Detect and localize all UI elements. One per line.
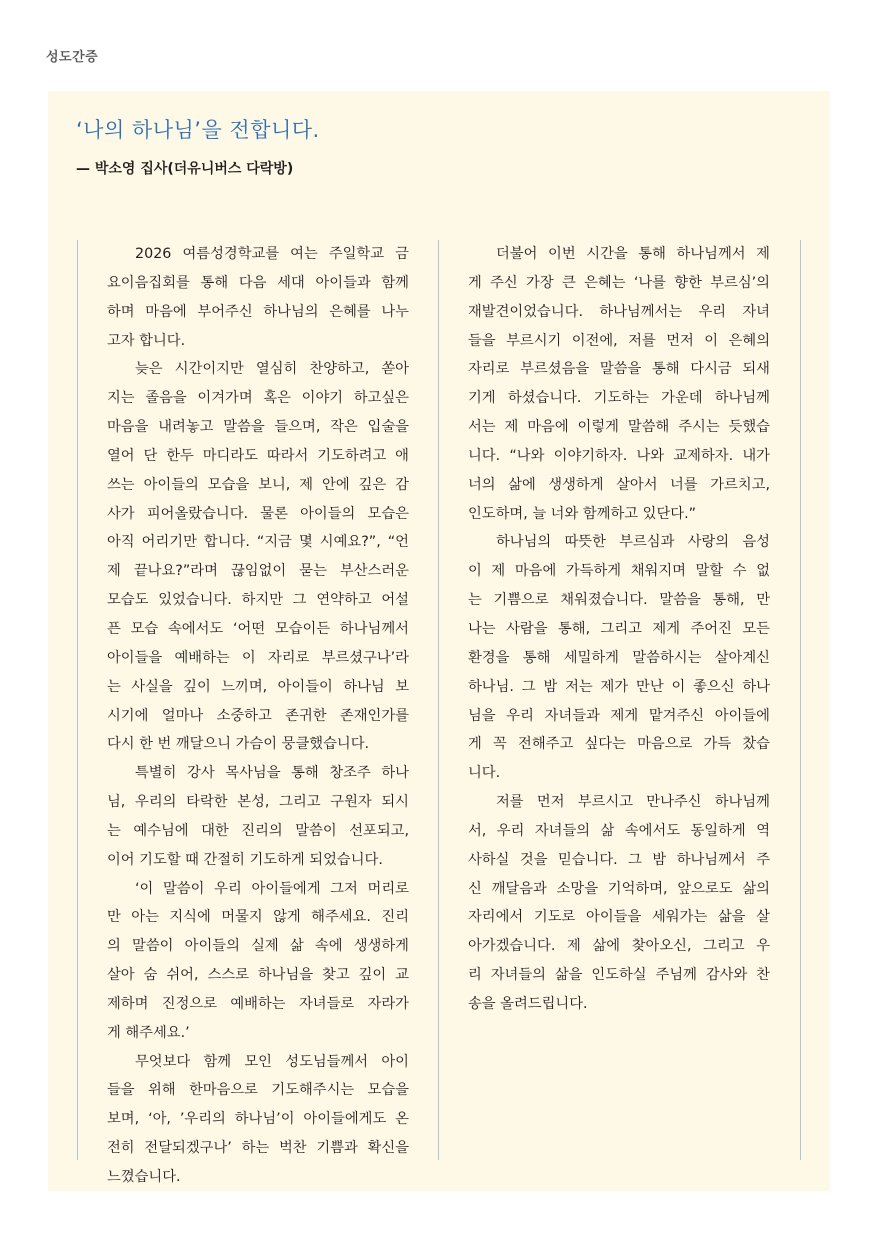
text-line: 시기에 얼마나 소중하고 존귀한 존재인가를 [107,707,409,724]
text-line: 니다. [468,765,501,782]
text-line: 서, 우리 자녀들의 삶 속에서도 동일하게 역 [468,822,770,839]
text-line: 기게 하셨습니다. 기도하는 가운데 하나님께 [468,390,770,407]
text-line: 지는 졸음을 이겨가며 혹은 이야기 하고싶은 [107,390,409,407]
text-line: 쓰는 아이들의 모습을 보니, 제 안에 깊은 감 [107,476,409,493]
text-line: 하나님의 따뜻한 부르심과 사랑의 음성 [496,534,770,551]
text-line: 아직 어리기만 합니다. “지금 몇 시예요?”, “언 [107,534,409,551]
text-line: 마음을 내려놓고 말씀을 들으며, 작은 입술을 [107,419,409,436]
text-line: 하나님. 그 밤 저는 제가 만난 이 좋으신 하나 [468,678,770,695]
text-line: 사하실 것을 믿습니다. 그 밤 하나님께서 주 [468,851,770,868]
text-line: 들을 위해 한마음으로 기도해주시는 모습을 [107,1082,409,1099]
text-line: 이어 기도할 때 간절히 기도하게 되었습니다. [107,851,383,868]
text-line: 열어 단 한두 마디라도 따라서 기도하려고 애 [107,447,409,464]
text-line: 의 말씀이 아이들의 실제 삶 속에 생생하게 [107,938,409,955]
right-text-column [438,240,801,1160]
text-line: 게 꼭 전해주고 싶다는 마음으로 가득 찼습 [468,736,770,753]
text-line: 제 끝나요?”라며 끊임없이 묻는 부산스러운 [107,563,409,580]
text-line: 살아 숨 쉬어, 스스로 하나님을 찾고 깊이 교 [107,967,409,984]
text-line: 사가 피어올랐습니다. 물론 아이들의 모습은 [107,505,409,522]
text-line: 만 아는 지식에 머물지 않게 해주세요. 진리 [107,909,409,926]
text-line: 너의 삶에 생생하게 살아서 너를 가르치고, [468,476,770,493]
text-line: 전히 전달되겠구나’ 하는 벅찬 기쁨과 확신을 [107,1140,409,1157]
text-line: 니다. “나와 이야기하자. 나와 교제하자. 내가 [468,447,770,464]
text-line: 게 해주세요.’ [107,1024,190,1041]
text-line: 는 예수님에 대한 진리의 말씀이 선포되고, [107,822,409,839]
text-line: 늦은 시간이지만 열심히 찬양하고, 쏟아 [135,361,409,378]
text-line: 나는 사람을 통해, 그리고 제게 주어진 모든 [468,620,770,637]
text-line: 고자 합니다. [107,332,186,349]
text-line: 아가겠습니다. 제 삶에 찾아오신, 그리고 우 [468,938,770,955]
text-line: 느꼈습니다. [107,1169,181,1185]
text-line: 자리로 부르셨음을 말씀을 통해 다시금 되새 [468,361,770,378]
text-line: 모습도 있었습니다. 하지만 그 연약하고 어설 [107,592,409,609]
text-line: 들을 부르시기 이전에, 저를 먼저 이 은혜의 [468,332,770,349]
text-line: 더불어 이번 시간을 통해 하나님께서 제 [496,246,770,262]
text-line: ‘이 말씀이 우리 아이들에게 그저 머리로 [135,880,409,897]
text-line: 특별히 강사 목사님을 통해 창조주 하나 [135,765,409,782]
text-line: 환경을 통해 세밀하게 말씀하시는 살아계신 [468,649,770,666]
article-title: ‘나의 하나님’을 전합니다. [76,118,320,142]
text-line: 무엇보다 함께 모인 성도님들께서 아이 [135,1053,409,1070]
left-text-column [77,240,439,1185]
text-line: 제하며 진정으로 예배하는 자녀들로 자라가 [107,995,409,1012]
text-line: 이 제 마음에 가득하게 채워지며 말할 수 없 [468,563,770,580]
text-line: 님을 우리 자녀들과 제게 맡겨주신 아이들에 [468,707,770,724]
text-line: 리 자녀들의 삶을 인도하실 주님께 감사와 찬 [468,967,770,984]
text-line: 픈 모습 속에서도 ‘어떤 모습이든 하나님께서 [107,620,409,637]
text-line: 신 깨달음과 소망을 기억하며, 앞으로도 삶의 [468,880,770,897]
text-line: 자리에서 기도로 아이들을 세워가는 삶을 살 [468,909,770,926]
text-line: 서는 제 마음에 이렇게 말씀해 주시는 듯했습 [468,419,770,436]
text-line: 는 사실을 깊이 느끼며, 아이들이 하나님 보 [107,678,409,695]
text-line: 저를 먼저 부르시고 만나주신 하나님께 [496,794,770,811]
text-line: 보며, ‘아, ’우리의 하나님’이 아이들에게도 온 [107,1111,409,1128]
text-line: 2026 여름성경학교를 여는 주일학교 금 [135,246,409,262]
text-line: 재발견이었습니다. 하나님께서는 우리 자녀 [468,303,770,320]
text-line: 는 기쁨으로 채워졌습니다. 말씀을 통해, 만 [468,592,770,609]
article-author: — 박소영 집사(더유니버스 다락방) [76,161,294,177]
text-line: 게 주신 가장 큰 은혜는 ‘나를 향한 부르심’의 [468,274,770,291]
section-label: 성도간증 [46,50,99,65]
text-line: 아이들을 예배하는 이 자리로 부르셨구나’라 [107,649,409,666]
text-line: 인도하며, 늘 너와 함께하고 있단다.” [468,505,697,522]
text-line: 하며 마음에 부어주신 하나님의 은혜를 나누 [107,303,409,320]
text-line: 님, 우리의 타락한 본성, 그리고 구원자 되시 [107,794,409,811]
text-line: 송을 올려드립니다. [468,995,588,1012]
text-line: 요이음집회를 통해 다음 세대 아이들과 함께 [107,274,409,291]
text-line: 다시 한 번 깨달으니 가슴이 뭉클했습니다. [107,736,370,753]
